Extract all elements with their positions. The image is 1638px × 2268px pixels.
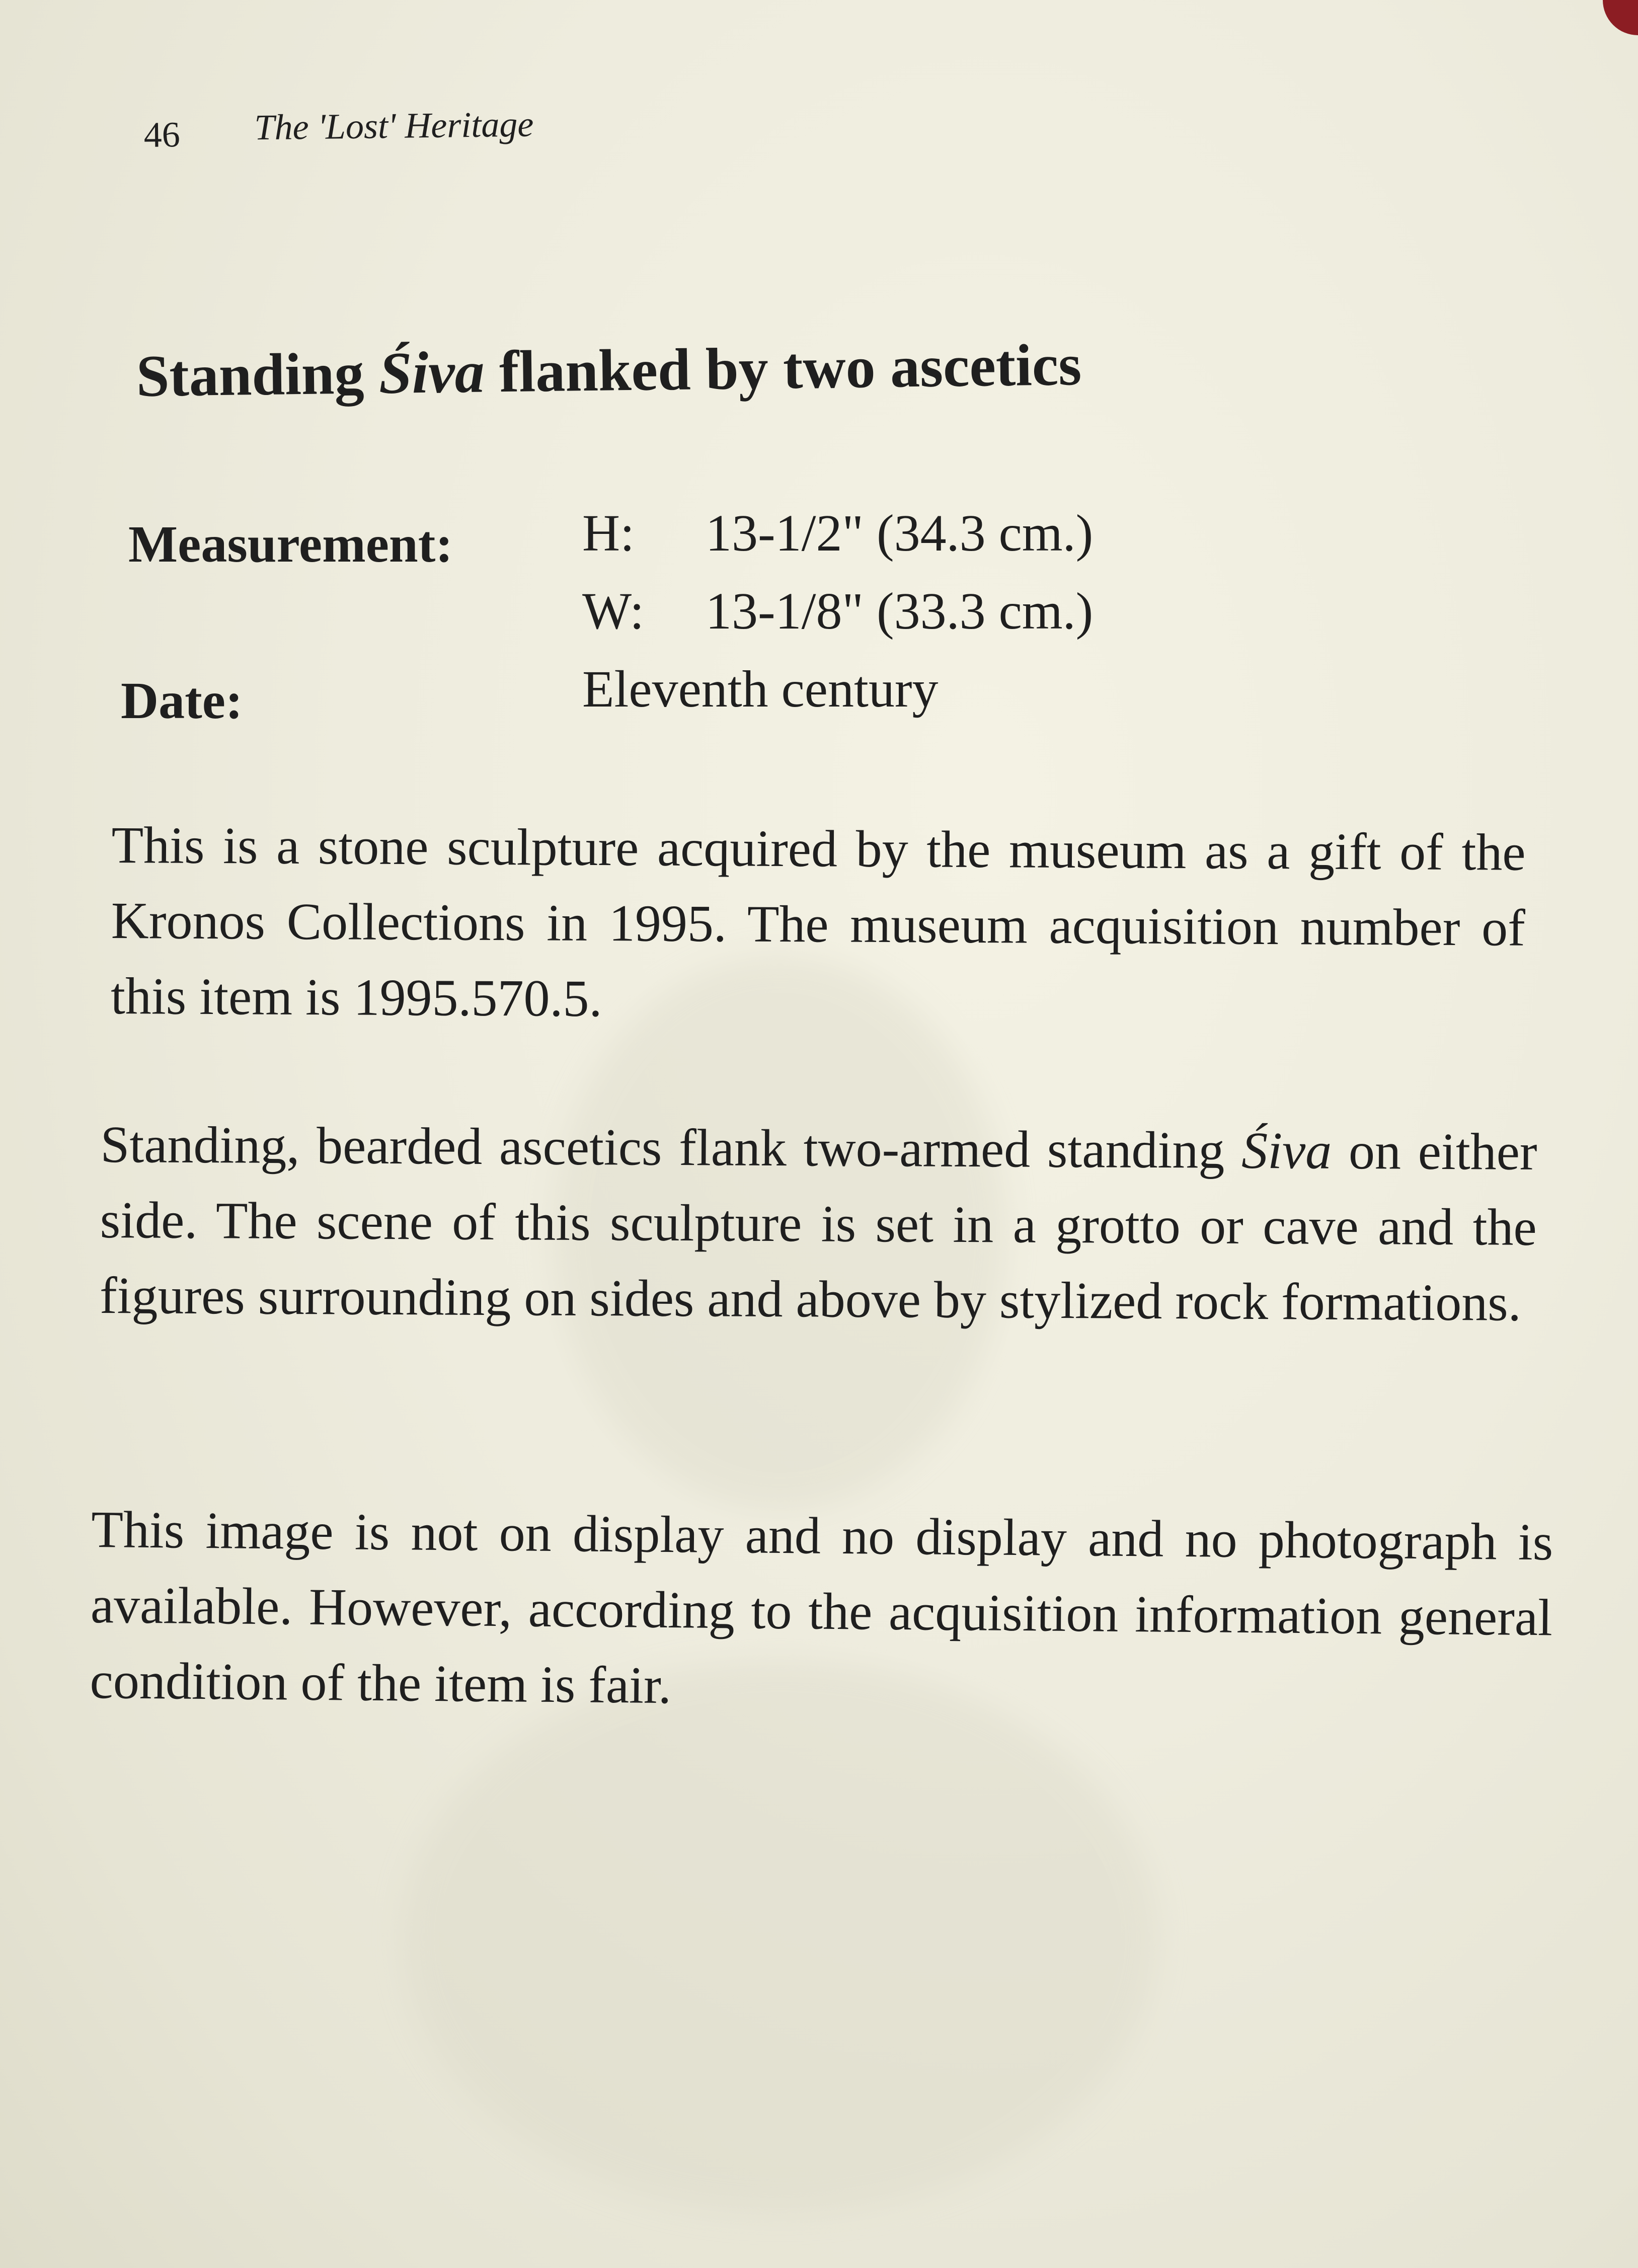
title-prefix: Standing (136, 340, 379, 409)
width-value: 13-1/8" (33.3 cm.) (706, 582, 1094, 640)
paragraph-acquisition: This is a stone sculpture acquired by the museum as a gift of the Kronos Collections in 1995. The museum acquisition number of this item is 1995.570.5. (110, 816, 1526, 1028)
bleed-through-shadow (403, 1661, 1157, 2214)
paragraph-condition: This image is not on display and no display and no photograph is available. However, according to the acquisition information general condition of the item is fair. (90, 1500, 1553, 1715)
height-row (582, 503, 1093, 563)
page-corner-edge (1603, 0, 1638, 35)
description-name: Śiva (1241, 1121, 1332, 1180)
entry-title (136, 331, 1082, 411)
paragraph-description (100, 1107, 1537, 1341)
page-number: 46 (143, 114, 181, 155)
height-value: 13-1/2" (34.3 cm.) (706, 504, 1094, 562)
description-text-before: Standing, bearded ascetics flank two-armed standing (100, 1115, 1242, 1180)
date-label: Date: (121, 672, 243, 730)
width-key: W: (582, 582, 645, 640)
height-key: H: (582, 504, 635, 562)
width-row (582, 581, 1093, 641)
title-suffix: flanked by two ascetics (484, 332, 1082, 405)
measurement-label: Measurement: (128, 515, 453, 573)
title-name: Śiva (378, 339, 485, 407)
date-value: Eleventh century (582, 660, 939, 718)
description-text-after: on either side. The scene of this sculpture is set in a grotto or cave and the figures surrounding on sides and above by stylized rock formations. (99, 1122, 1537, 1332)
running-title: The 'Lost' Heritage (254, 104, 534, 148)
